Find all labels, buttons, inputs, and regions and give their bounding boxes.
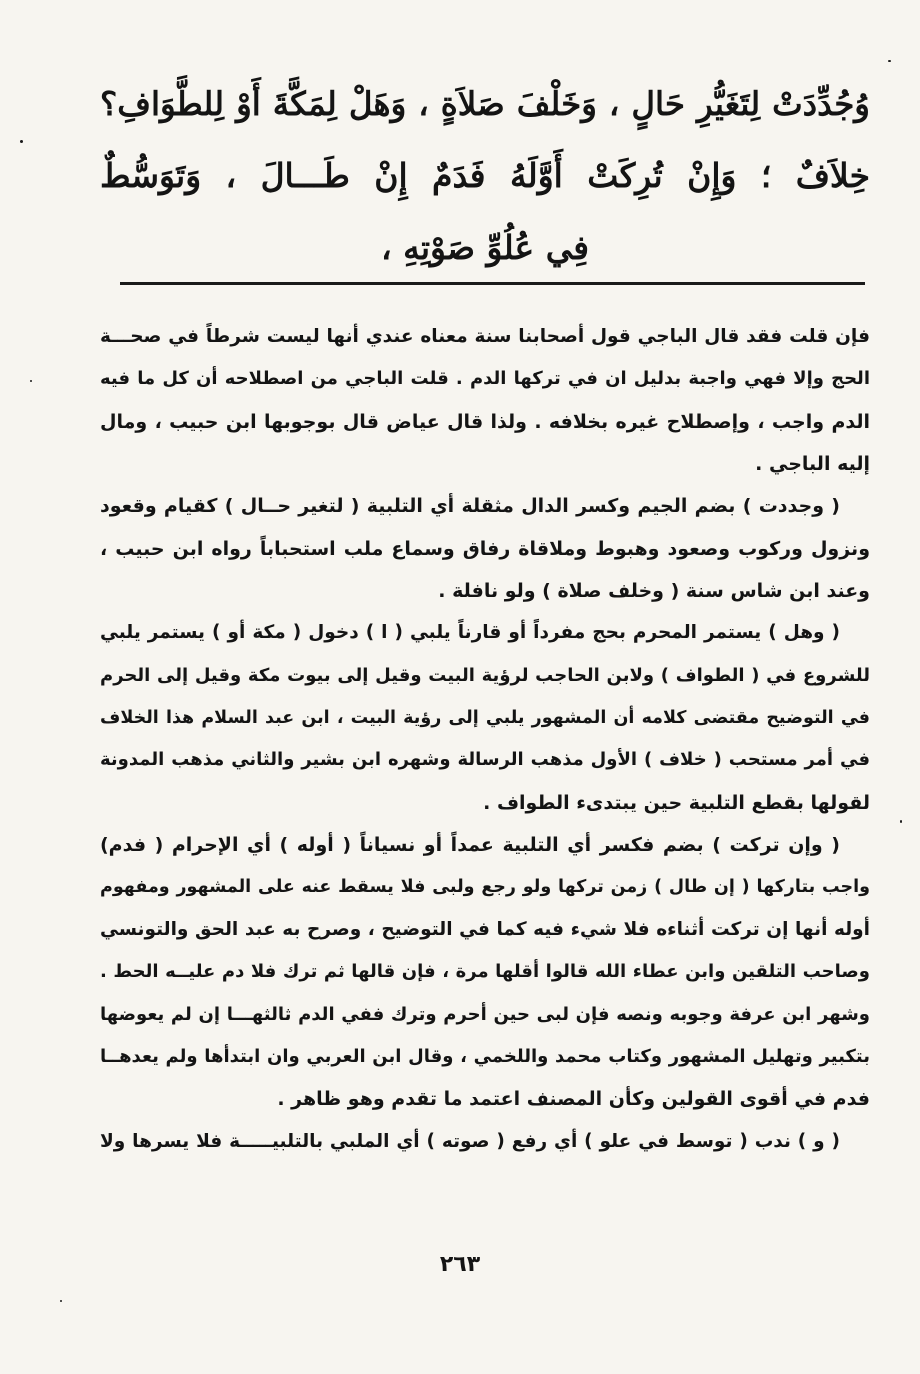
commentary-line: بتكبير وتهليل المشهور وكتاب محمد واللخمي ، وقال ابن العربي وان ابتدأها ولم يعدهــا [100, 1045, 870, 1067]
commentary-line: وشهر ابن عرفة وجوبه ونصه فإن لبى حين أحرم وترك ففي الدم ثالثهـــا إن لم يعوضها [100, 1003, 870, 1025]
commentary-line: للشروع في ( الطواف ) ولابن الحاجب لرؤية البيت وقيل إلى بيوت مكة وقيل إلى الحرم [100, 664, 870, 686]
scan-speck [900, 820, 902, 823]
matn-text [100, 68, 870, 284]
scan-speck [888, 60, 891, 62]
commentary-line: في التوضيح مقتضى كلامه أن المشهور يلبي إلى رؤية البيت ، ابن عبد السلام هذا الخلاف [100, 708, 870, 729]
commentary-line: أوله أنها إن تركت أثناءه فلا شيء فيه كما في التوضيح ، وصرح به عبد الحق والتونسي [100, 918, 870, 940]
scan-speck [60, 1300, 62, 1302]
matn-line: خِلاَفٌ ؛ وَإِنْ تُرِكَتْ أَوَّلَهُ فَدَمٌ إِنْ طَـــالَ ، وَتَوَسُّطٌ [100, 156, 870, 195]
commentary-line: لقولها بقطع التلبية حين يبتدىء الطواف . [483, 791, 870, 814]
scan-speck [20, 140, 23, 143]
commentary-line: ( وجددت ) بضم الجيم وكسر الدال مثقلة أي التلبية ( لتغير حــال ) كقيام وقعود [100, 495, 840, 518]
commentary-text [100, 316, 870, 1163]
commentary-line: إليه الباجي . [755, 453, 870, 476]
commentary-line: ( و ) ندب ( توسط في علو ) أي رفع ( صوته ) أي الملبي بالتلبيـــــة فلا يسرها ولا [100, 1130, 840, 1152]
commentary-line: فإن قلت فقد قال الباجي قول أصحابنا سنة معناه عندي أنها ليست شرطاً في صحـــة [100, 326, 870, 347]
separator-rule [120, 282, 865, 285]
commentary-line: الحج وإلا فهي واجبة بدليل ان في تركها الدم . قلت الباجي من اصطلاحه أن كل ما فيه [100, 368, 870, 390]
commentary-line: ( وهل ) يستمر المحرم بحج مفرداً أو قارناً يلبي ( ا ) دخول ( مكة أو ) يستمر يلبي [100, 622, 840, 644]
commentary-line: في أمر مستحب ( خلاف ) الأول مذهب الرسالة وشهره ابن بشير والثاني مذهب المدونة [100, 749, 870, 771]
commentary-line: واجب بتاركها ( إن طال ) زمن تركها ولو رجع ولبى فلا يسقط عنه على المشهور ومفهوم [100, 877, 870, 898]
commentary-line: وعند ابن شاس سنة ( وخلف صلاة ) ولو نافلة . [438, 580, 870, 603]
commentary-line: وصاحب التلقين وابن عطاء الله قالوا أقلها مرة ، فإن قالها ثم ترك فلا دم عليــه الحط . [100, 961, 870, 983]
page-number: ٢٦٣ [439, 1252, 481, 1277]
commentary-line: الدم واجب ، وإصطلاح غيره بخلافه . ولذا قال عياض قال بوجوبها ابن حبيب ، ومال [100, 410, 870, 433]
commentary-line: فدم في أقوى القولين وكأن المصنف اعتمد ما تقدم وهو ظاهر . [277, 1088, 870, 1111]
matn-line: فِي عُلُوِّ صَوْتِهِ ، [380, 228, 589, 267]
matn-line: وُجُدِّدَتْ لِتَغَيُّرِ حَالٍ ، وَخَلْفَ صَلاَةٍ ، وَهَلْ لِمَكَّةَ أَوْ لِلطَّوَافِ؟ [100, 84, 870, 123]
scan-speck [30, 380, 32, 382]
commentary-line: ونزول وركوب وصعود وهبوط وملاقاة رفاق وسماع ملب استحباباً رواه ابن حبيب ، [100, 537, 870, 560]
commentary-line: ( وإن تركت ) بضم فكسر أي التلبية عمداً أو نسياناً ( أوله ) أي الإحرام ( فدم) [100, 834, 840, 857]
